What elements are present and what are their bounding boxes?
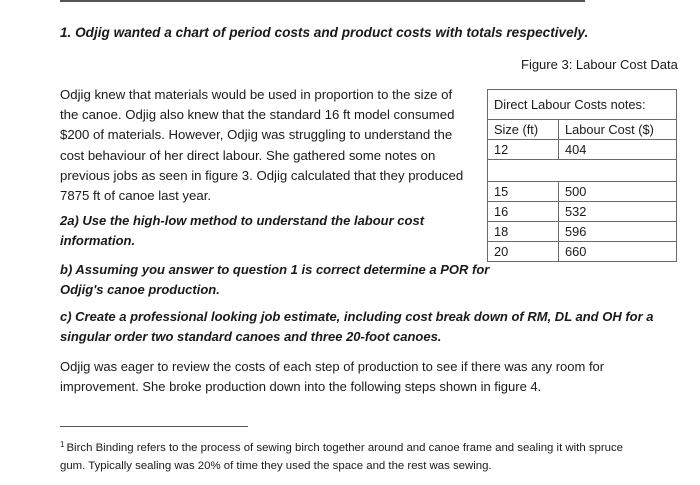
intro-paragraph (60, 85, 472, 206)
footnote-line: gum. Typically sealing was 20% of time they used the space and the rest was sewing. (60, 460, 492, 472)
cell-cost: 532 (559, 202, 677, 222)
question-b-line: Odjig's canoe production. (60, 282, 220, 297)
cell-size: 16 (488, 202, 559, 222)
table-row (488, 202, 677, 222)
figure-3-caption: Figure 3: Labour Cost Data (521, 57, 678, 72)
question-c (60, 307, 654, 347)
blank-cell (488, 160, 677, 182)
table-notes-row (488, 90, 677, 120)
top-divider (60, 0, 585, 2)
question-2a-line: information. (60, 233, 136, 248)
footnote-marker: 1 (60, 440, 65, 449)
cell-size: 18 (488, 222, 559, 242)
table-row (488, 222, 677, 242)
intro-line: previous jobs as seen in figure 3. Odjig calculated that they produced (60, 167, 464, 183)
question-2a-line: 2a) Use the high-low method to understand the labour cost (60, 213, 425, 228)
production-paragraph (60, 357, 604, 397)
intro-line: $200 of materials. However, Odjig was struggling to understand the (60, 127, 453, 143)
table-blank-row (488, 160, 677, 182)
production-line: improvement. She broke production down into the following steps shown in figure 4. (60, 379, 542, 394)
table-row (488, 242, 677, 262)
intro-line: the canoe. Odjig also knew that the standard 16 ft model consumed (60, 107, 455, 123)
cell-cost: 596 (559, 222, 677, 242)
footnote-divider (60, 426, 248, 427)
table-header-row (488, 120, 677, 140)
production-line: Odjig was eager to review the costs of each step of production to see if there was any room for (60, 359, 605, 374)
table-row (488, 140, 677, 160)
cell-cost: 660 (559, 242, 677, 262)
question-c-line: singular order two standard canoes and three 20-foot canoes. (60, 329, 442, 344)
cell-size: 12 (488, 140, 559, 160)
cell-size: 15 (488, 182, 559, 202)
question-b (60, 260, 489, 300)
table-row (488, 182, 677, 202)
cell-cost: 404 (559, 140, 677, 160)
intro-line: cost behaviour of her direct labour. She gathered some notes on (60, 147, 436, 163)
question-b-line: b) Assuming you answer to question 1 is correct determine a POR for (60, 262, 490, 277)
column-header-cost: Labour Cost ($) (559, 120, 677, 140)
intro-line: 7875 ft of canoe last year. (60, 188, 212, 204)
question-c-line: c) Create a professional looking job estimate, including cost break down of RM, DL and OH for a (60, 309, 654, 324)
footnote (60, 436, 623, 475)
footnote-line (60, 436, 623, 457)
question-2a (60, 211, 424, 251)
table-notes-header: Direct Labour Costs notes: (488, 90, 677, 120)
labour-cost-table (487, 89, 677, 262)
cell-size: 20 (488, 242, 559, 262)
column-header-size: Size (ft) (488, 120, 559, 140)
question-1-heading: 1. Odjig wanted a chart of period costs and product costs with totals respectively. (60, 25, 589, 40)
intro-line: Odjig knew that materials would be used in proportion to the size of (60, 87, 453, 102)
cell-cost: 500 (559, 182, 677, 202)
footnote-text: Birch Binding refers to the process of sewing birch together around and canoe frame and sealing it with spruce (66, 442, 624, 454)
